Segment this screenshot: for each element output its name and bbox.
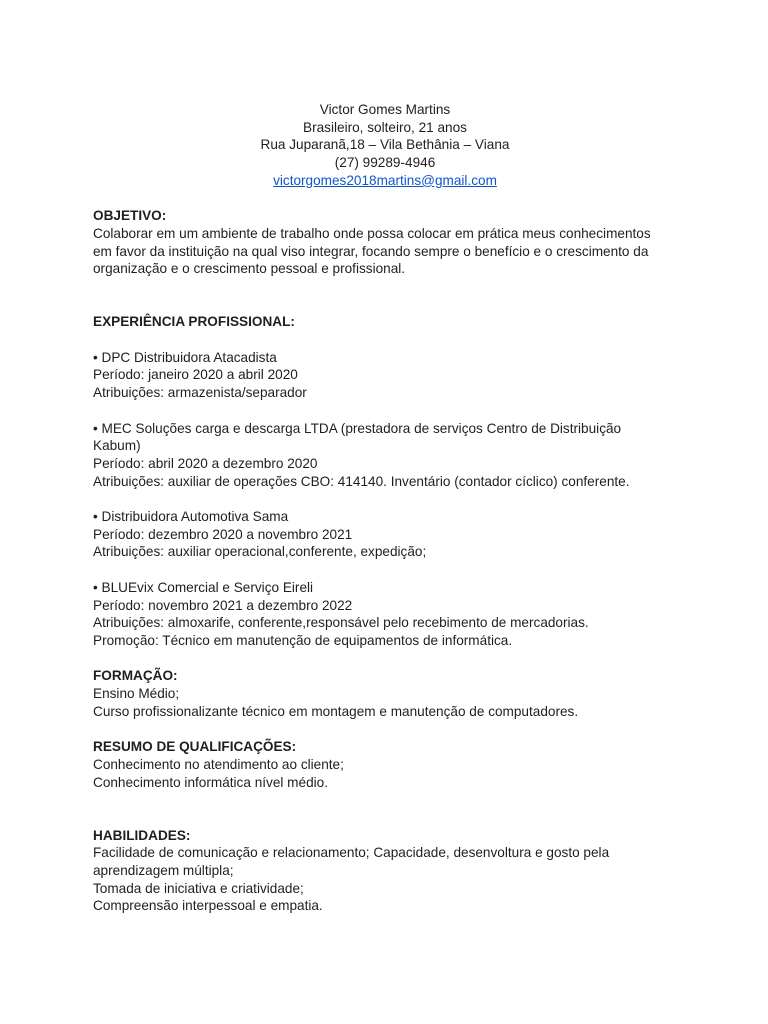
experience-section (93, 313, 688, 649)
objective-line: organização e o crescimento pessoal e profissional. (93, 261, 406, 277)
job-company: • BLUEvix Comercial e Serviço Eireli (93, 579, 314, 595)
job-entry (93, 420, 688, 491)
skill-line: Tomada de iniciativa e criatividade; (93, 880, 304, 896)
section-heading-skills: HABILIDADES: (93, 827, 191, 843)
education-line: Curso profissionalizante técnico em montagem e manutenção de computadores. (93, 703, 579, 719)
email-link[interactable]: victorgomes2018martins@gmail.com (273, 172, 497, 188)
section-heading-objective: OBJETIVO: (93, 208, 167, 224)
job-company: • MEC Soluções carga e descarga LTDA (prestadora de serviços Centro de Distribuição (93, 420, 622, 436)
objective-line: em favor da instituição na qual viso integrar, focando sempre o benefício e o crescimento da (93, 243, 649, 259)
job-duties: Atribuições: auxiliar operacional,conferente, expedição; (93, 544, 427, 560)
job-entry (93, 508, 688, 561)
skill-line: Facilidade de comunicação e relacionamento; Capacidade, desenvoltura e gosto pela (93, 845, 610, 861)
job-period: Período: novembro 2021 a dezembro 2022 (93, 597, 353, 613)
personal-info: Brasileiro, solteiro, 21 anos (303, 119, 467, 135)
job-duties: Atribuições: armazenista/separador (93, 385, 307, 401)
full-name: Victor Gomes Martins (319, 102, 451, 117)
job-entry (93, 349, 688, 402)
section-heading-qualifications: RESUMO DE QUALIFICAÇÕES: (93, 739, 297, 755)
section-heading-education: FORMAÇÃO: (93, 668, 178, 684)
qualification-line: Conhecimento no atendimento ao cliente; (93, 756, 344, 772)
job-entry (93, 579, 688, 650)
address: Rua Juparanã,18 – Vila Bethânia – Viana (260, 137, 510, 153)
objective-section (93, 207, 688, 278)
job-period: Período: dezembro 2020 a novembro 2021 (93, 526, 353, 542)
job-company: • DPC Distribuidora Atacadista (93, 349, 277, 365)
objective-line: Colaborar em um ambiente de trabalho onde possa colocar em prática meus conhecimentos (93, 225, 651, 241)
skill-line: aprendizagem múltipla; (93, 863, 234, 879)
education-line: Ensino Médio; (93, 686, 180, 702)
skills-section (93, 827, 688, 916)
phone: (27) 99289-4946 (334, 155, 436, 171)
job-company-continued: Kabum) (93, 438, 141, 454)
skill-line: Compreensão interpessoal e empatia. (93, 898, 323, 914)
qualification-line: Conhecimento informática nível médio. (93, 774, 328, 790)
job-company: • Distribuidora Automotiva Sama (93, 509, 289, 525)
job-period: Período: abril 2020 a dezembro 2020 (93, 455, 318, 471)
qualifications-section (93, 738, 688, 791)
contact-header (93, 101, 677, 190)
job-promotion: Promoção: Técnico em manutenção de equipamentos de informática. (93, 632, 513, 648)
education-section (93, 667, 688, 720)
section-heading-experience: EXPERIÊNCIA PROFISSIONAL: (93, 314, 295, 330)
job-period: Período: janeiro 2020 a abril 2020 (93, 367, 298, 383)
job-duties: Atribuições: almoxarife, conferente,responsável pelo recebimento de mercadorias. (93, 615, 589, 631)
job-duties: Atribuições: auxiliar de operações CBO: 414140. Inventário (contador cíclico) conferente. (93, 473, 630, 489)
